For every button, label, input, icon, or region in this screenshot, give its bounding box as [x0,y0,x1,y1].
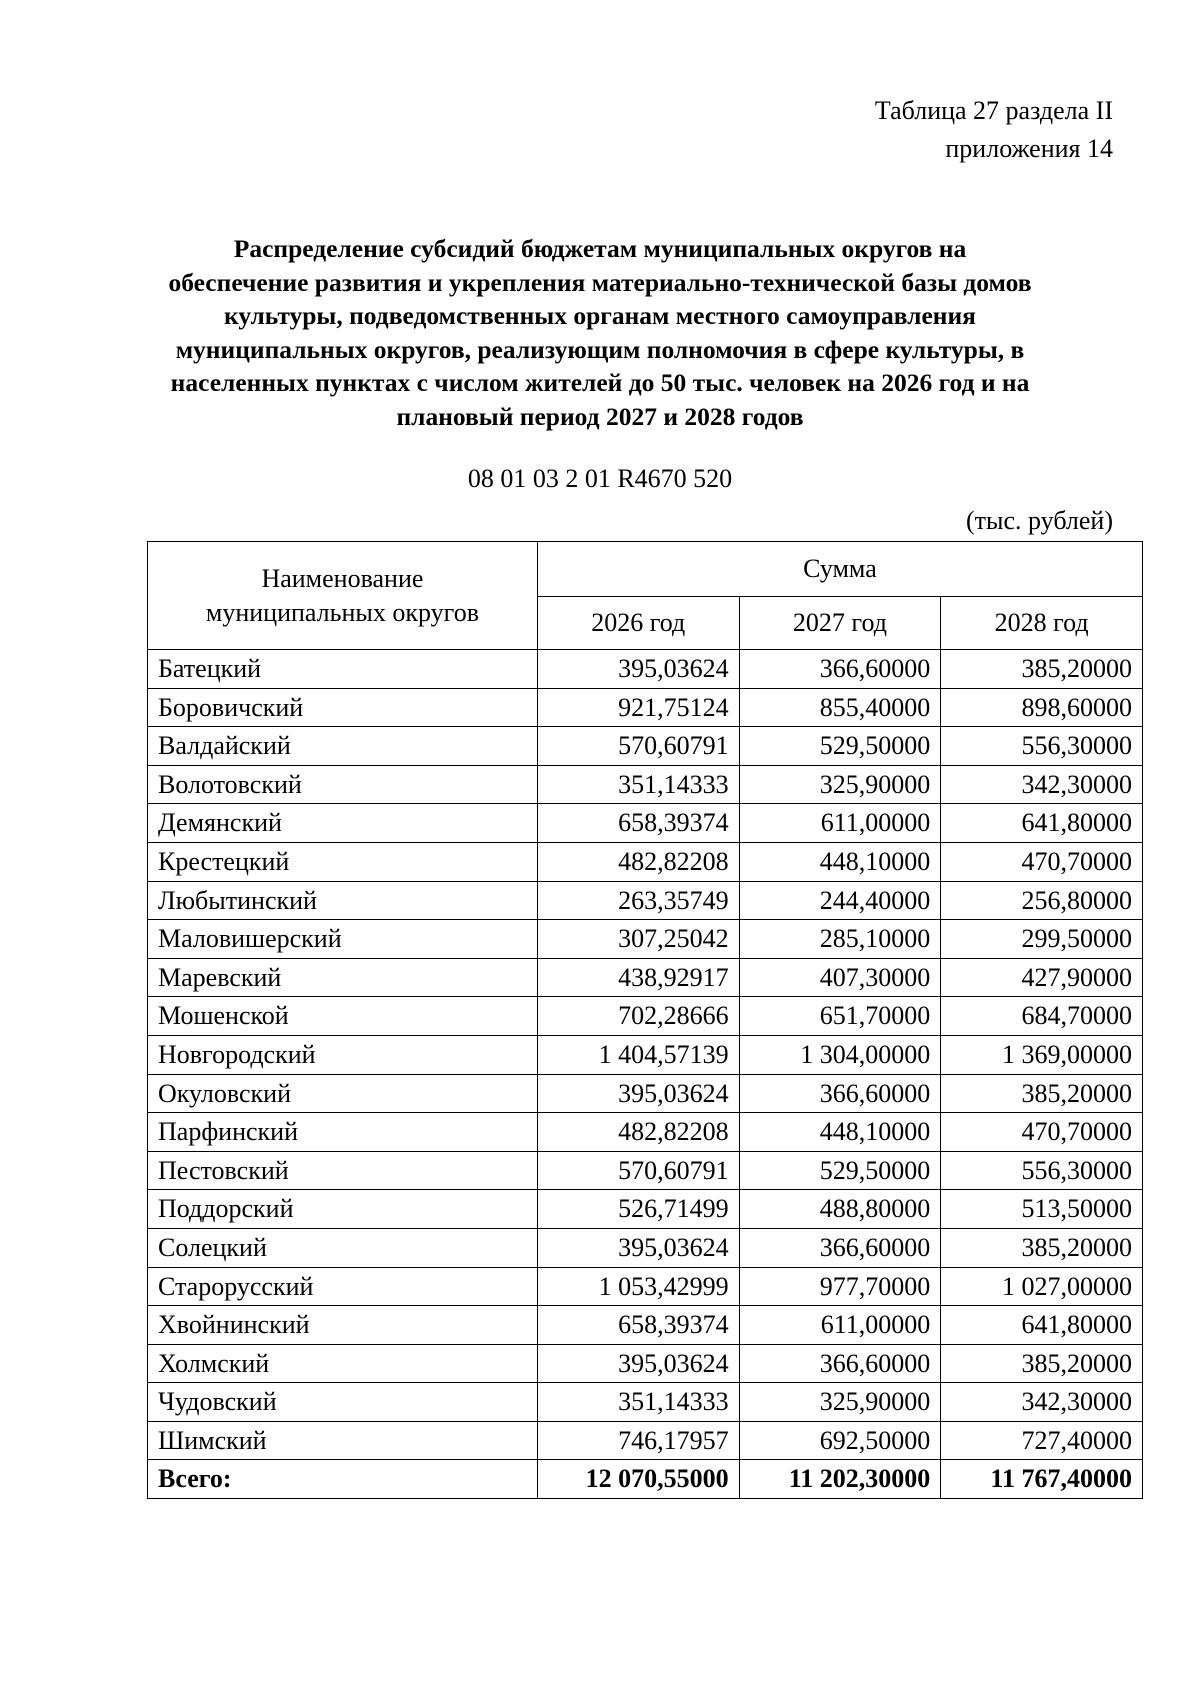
table-row [148,727,1143,766]
table-row [148,1035,1143,1074]
value-2027: 651,70000 [739,997,941,1036]
total-label: Всего: [148,1460,538,1499]
value-2026: 921,75124 [537,688,739,727]
table-row [148,1228,1143,1267]
table-row [148,765,1143,804]
table-row [148,1306,1143,1345]
district-name: Шимский [148,1421,538,1460]
district-name: Окуловский [148,1074,538,1113]
total-2027: 11 202,30000 [739,1460,941,1499]
value-2027: 448,10000 [739,842,941,881]
year-2026-header: 2026 год [537,597,739,650]
value-2028: 898,60000 [941,688,1143,727]
value-2027: 244,40000 [739,881,941,920]
value-2026: 395,03624 [537,1074,739,1113]
value-2026: 482,82208 [537,1113,739,1152]
sum-column-header: Сумма [537,542,1142,597]
value-2027: 529,50000 [739,727,941,766]
title-line: муниципальных округов, реализующим полномочия в сфере культуры, в [175,334,1025,364]
table-row [148,1190,1143,1229]
value-2027: 325,90000 [739,1383,941,1422]
value-2028: 1 027,00000 [941,1267,1143,1306]
district-name: Чудовский [148,1383,538,1422]
value-2028: 727,40000 [941,1421,1143,1460]
district-name: Поддорский [148,1190,538,1229]
district-name: Крестецкий [148,842,538,881]
name-header-line: муниципальных округов [205,597,479,627]
district-name: Валдайский [148,727,538,766]
district-name: Новгородский [148,1035,538,1074]
value-2028: 1 369,00000 [941,1035,1143,1074]
value-2028: 556,30000 [941,727,1143,766]
value-2028: 299,50000 [941,920,1143,959]
value-2026: 351,14333 [537,1383,739,1422]
table-row [148,650,1143,689]
value-2028: 470,70000 [941,1113,1143,1152]
value-2026: 746,17957 [537,1421,739,1460]
value-2028: 385,20000 [941,1074,1143,1113]
value-2028: 427,90000 [941,958,1143,997]
district-name: Мошенской [148,997,538,1036]
district-name: Боровичский [148,688,538,727]
table-row [148,1344,1143,1383]
value-2028: 641,80000 [941,1306,1143,1345]
title-line: обеспечение развития и укрепления материально-технической базы домов [168,267,1032,297]
value-2027: 325,90000 [739,765,941,804]
value-2027: 285,10000 [739,920,941,959]
district-name: Старорусский [148,1267,538,1306]
table-row [148,1151,1143,1190]
district-name: Демянский [148,804,538,843]
name-column-header [148,542,538,650]
value-2026: 395,03624 [537,650,739,689]
value-2028: 385,20000 [941,1228,1143,1267]
value-2027: 366,60000 [739,650,941,689]
total-2026: 12 070,55000 [537,1460,739,1499]
value-2027: 611,00000 [739,804,941,843]
district-name: Солецкий [148,1228,538,1267]
value-2028: 470,70000 [941,842,1143,881]
table-row [148,1421,1143,1460]
document-title [130,232,1070,433]
value-2028: 385,20000 [941,1344,1143,1383]
value-2026: 570,60791 [537,727,739,766]
value-2027: 1 304,00000 [739,1035,941,1074]
value-2026: 482,82208 [537,842,739,881]
name-header-line: Наименование [261,563,424,593]
value-2026: 702,28666 [537,997,739,1036]
value-2027: 366,60000 [739,1344,941,1383]
value-2026: 658,39374 [537,804,739,843]
table-row [148,881,1143,920]
table-row [148,804,1143,843]
year-2028-header: 2028 год [941,597,1143,650]
title-line: культуры, подведомственных органам местного самоуправления [224,301,976,330]
table-row [148,958,1143,997]
value-2027: 488,80000 [739,1190,941,1229]
table-body [148,650,1143,1499]
value-2028: 385,20000 [941,650,1143,689]
value-2027: 977,70000 [739,1267,941,1306]
district-name: Маревский [148,958,538,997]
units-label: (тыс. рублей) [965,506,1113,535]
value-2028: 556,30000 [941,1151,1143,1190]
value-2027: 529,50000 [739,1151,941,1190]
table-row [148,842,1143,881]
year-2027-header: 2027 год [739,597,941,650]
appendix-reference-line: приложения 14 [945,134,1113,163]
value-2026: 1 053,42999 [537,1267,739,1306]
value-2026: 526,71499 [537,1190,739,1229]
value-2027: 855,40000 [739,688,941,727]
district-name: Батецкий [148,650,538,689]
value-2026: 307,25042 [537,920,739,959]
table-header-row [148,542,1143,597]
value-2028: 641,80000 [941,804,1143,843]
value-2026: 438,92917 [537,958,739,997]
document-reference [875,92,1113,168]
value-2026: 395,03624 [537,1344,739,1383]
district-name: Волотовский [148,765,538,804]
value-2026: 658,39374 [537,1306,739,1345]
district-name: Пестовский [148,1151,538,1190]
value-2026: 263,35749 [537,881,739,920]
value-2026: 395,03624 [537,1228,739,1267]
table-row [148,1074,1143,1113]
total-row [148,1460,1143,1499]
district-name: Холмский [148,1344,538,1383]
table-reference-line: Таблица 27 раздела II [874,96,1113,125]
district-name: Парфинский [148,1113,538,1152]
value-2026: 351,14333 [537,765,739,804]
value-2028: 342,30000 [941,765,1143,804]
district-name: Хвойнинский [148,1306,538,1345]
table-row [148,1383,1143,1422]
table-row [148,1113,1143,1152]
value-2028: 513,50000 [941,1190,1143,1229]
value-2027: 611,00000 [739,1306,941,1345]
title-line: Распределение субсидий бюджетам муниципальных округов на [233,234,967,263]
subsidy-table [147,541,1143,1499]
table-row [148,997,1143,1036]
table-row [148,688,1143,727]
budget-code: 08 01 03 2 01 R4670 520 [467,464,733,493]
value-2028: 342,30000 [941,1383,1143,1422]
value-2027: 407,30000 [739,958,941,997]
value-2028: 684,70000 [941,997,1143,1036]
table-row [148,1267,1143,1306]
district-name: Любытинский [148,881,538,920]
value-2027: 448,10000 [739,1113,941,1152]
value-2027: 692,50000 [739,1421,941,1460]
value-2026: 1 404,57139 [537,1035,739,1074]
table-row [148,920,1143,959]
district-name: Маловишерский [148,920,538,959]
value-2027: 366,60000 [739,1228,941,1267]
value-2028: 256,80000 [941,881,1143,920]
value-2026: 570,60791 [537,1151,739,1190]
total-2028: 11 767,40000 [941,1460,1143,1499]
title-line: населенных пунктах с числом жителей до 50 тыс. человек на 2026 год и на [170,368,1030,397]
value-2027: 366,60000 [739,1074,941,1113]
title-line: плановый период 2027 и 2028 годов [396,401,804,431]
